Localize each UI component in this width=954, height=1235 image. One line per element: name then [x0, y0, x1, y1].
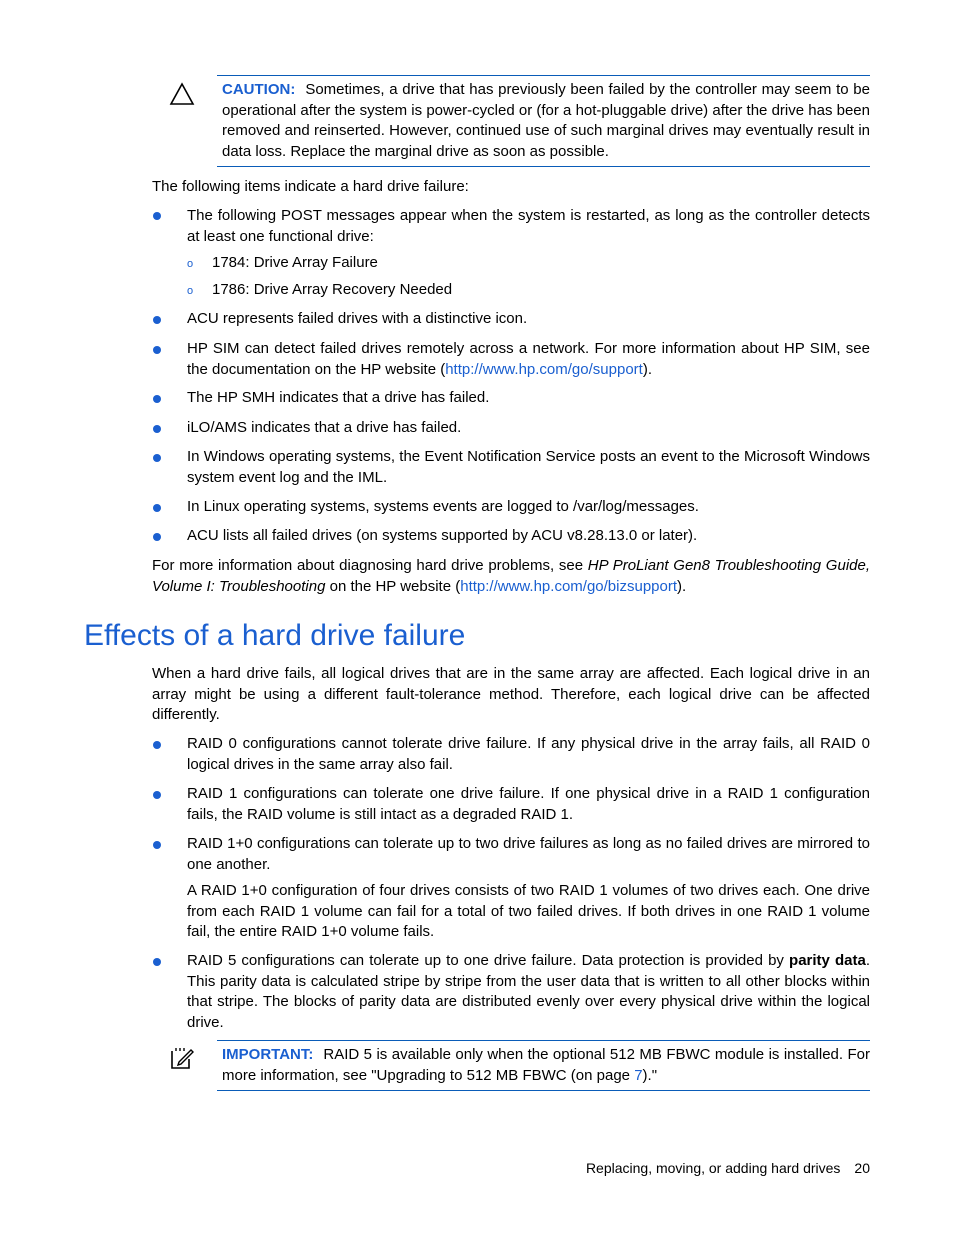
parity-data-term: parity data [789, 952, 866, 969]
more-info-prefix: For more information about diagnosing hard drive problems, see [152, 557, 588, 574]
important-tail: )." [642, 1066, 658, 1084]
list-item: RAID 1 configurations can tolerate one drive failure. If one physical drive in a RAID 1 configuration fails, the RAID volume is still intact as a degraded RAID 1. [187, 785, 870, 823]
bullet-dot-icon [153, 791, 161, 799]
bullet-dot-icon [153, 346, 161, 354]
bullet-dot-icon [153, 504, 161, 512]
list-item: ACU lists all failed drives (on systems supported by ACU v8.28.13.0 or later). [187, 527, 698, 544]
important-label: IMPORTANT: [222, 1046, 314, 1063]
intro-paragraph: The following items indicate a hard drive failure: [152, 178, 469, 195]
list-item: The HP SMH indicates that a drive has failed. [187, 389, 490, 406]
bullet-dot-icon [153, 741, 161, 749]
raid10-detail-paragraph: A RAID 1+0 configuration of four drives consists of two RAID 1 volumes of two drives each. One drive from each RAID 1 volume can fail for a total of two failed drives. If both drives in one RAID 1 volume fail, the entire RAID 1+0 volume fails. [187, 882, 870, 940]
bullet-dot-icon [153, 454, 161, 462]
bullet-dot-icon [153, 212, 161, 220]
section-heading: Effects of a hard drive failure [84, 619, 466, 652]
caution-text [217, 76, 870, 166]
list-item: RAID 1+0 configurations can tolerate up to two drive failures as long as no failed drives are mirrored to one another. [187, 835, 870, 873]
bullet-dot-icon [153, 533, 161, 541]
important-text [217, 1041, 870, 1090]
sub-bullet-circle-icon: o [187, 258, 194, 270]
list-item [187, 951, 870, 1033]
more-info-middle: on the HP website ( [325, 577, 461, 595]
list-item: The following POST messages appear when the system is restarted, as long as the controller detects at least one functional drive: [187, 207, 870, 245]
bullet-dot-icon [153, 316, 161, 324]
page-footer [586, 1158, 870, 1179]
more-info-paragraph [152, 556, 870, 597]
caution-body: Sometimes, a drive that has previously been failed by the controller may seem to be operational after the system is power-cycled or (for a hot-pluggable drive) after the drive has been removed and reinserted. However, continued use of such marginal drives may eventually result in data loss. Replace the marginal drive as soon as possible. [222, 81, 870, 160]
list-item: iLO/AMS indicates that a drive has failed. [187, 419, 462, 436]
list-item [187, 339, 870, 380]
important-body: RAID 5 is available only when the optional 512 MB FBWC module is installed. For more information, see "Upgrading to 512 MB FBWC (on page [222, 1046, 870, 1084]
effects-intro-paragraph: When a hard drive fails, all logical drives that are in the same array are affected. Each logical drive in an array might be using a different fault-tolerance method. Therefore, each logical drive can be affected differently. [152, 665, 870, 723]
more-info-tail: ). [677, 577, 687, 595]
caution-notice [217, 75, 870, 167]
hp-bizsupport-link[interactable]: http://www.hp.com/go/bizsupport [460, 577, 678, 595]
list-item: ACU represents failed drives with a distinctive icon. [187, 310, 528, 327]
list-item: In Linux operating systems, systems events are logged to /var/log/messages. [187, 498, 699, 515]
page-number: 20 [854, 1160, 870, 1176]
bullet-dot-icon [153, 958, 161, 966]
caution-label: CAUTION: [222, 81, 296, 98]
important-note-icon [169, 1045, 195, 1071]
guide-title: HP ProLiant Gen8 Troubleshooting Guide, Volume I: Troubleshooting [152, 557, 870, 595]
list-item-tail: ). [642, 360, 652, 378]
bullet-dot-icon [153, 395, 161, 403]
sub-list-item: 1784: Drive Array Failure [212, 254, 378, 271]
list-item-text: HP SIM can detect failed drives remotely across a network. For more information about HP SIM, see the documentation on the HP website ( [187, 340, 870, 378]
important-notice [217, 1040, 870, 1091]
raid5-prefix: RAID 5 configurations can tolerate up to one drive failure. Data protection is provided by [187, 952, 790, 969]
caution-triangle-icon [169, 81, 195, 107]
list-item: In Windows operating systems, the Event Notification Service posts an event to the Microsoft Windows system event log and the IML. [187, 448, 870, 486]
hp-support-link[interactable]: http://www.hp.com/go/support [445, 360, 643, 378]
sub-bullet-circle-icon: o [187, 285, 194, 297]
raid5-suffix: . This parity data is calculated stripe by stripe from the user data that is written to all other blocks within that stripe. The blocks of parity data are distributed evenly over every physical drive within the logical drive. [187, 952, 871, 1031]
footer-section-title: Replacing, moving, or adding hard drives [585, 1160, 841, 1176]
bullet-dot-icon [153, 841, 161, 849]
bullet-dot-icon [153, 425, 161, 433]
list-item: RAID 0 configurations cannot tolerate drive failure. If any physical drive in the array fails, all RAID 0 logical drives in the same array also fail. [187, 735, 870, 773]
sub-list-item: 1786: Drive Array Recovery Needed [212, 281, 453, 298]
page-7-link[interactable]: 7 [634, 1066, 643, 1084]
